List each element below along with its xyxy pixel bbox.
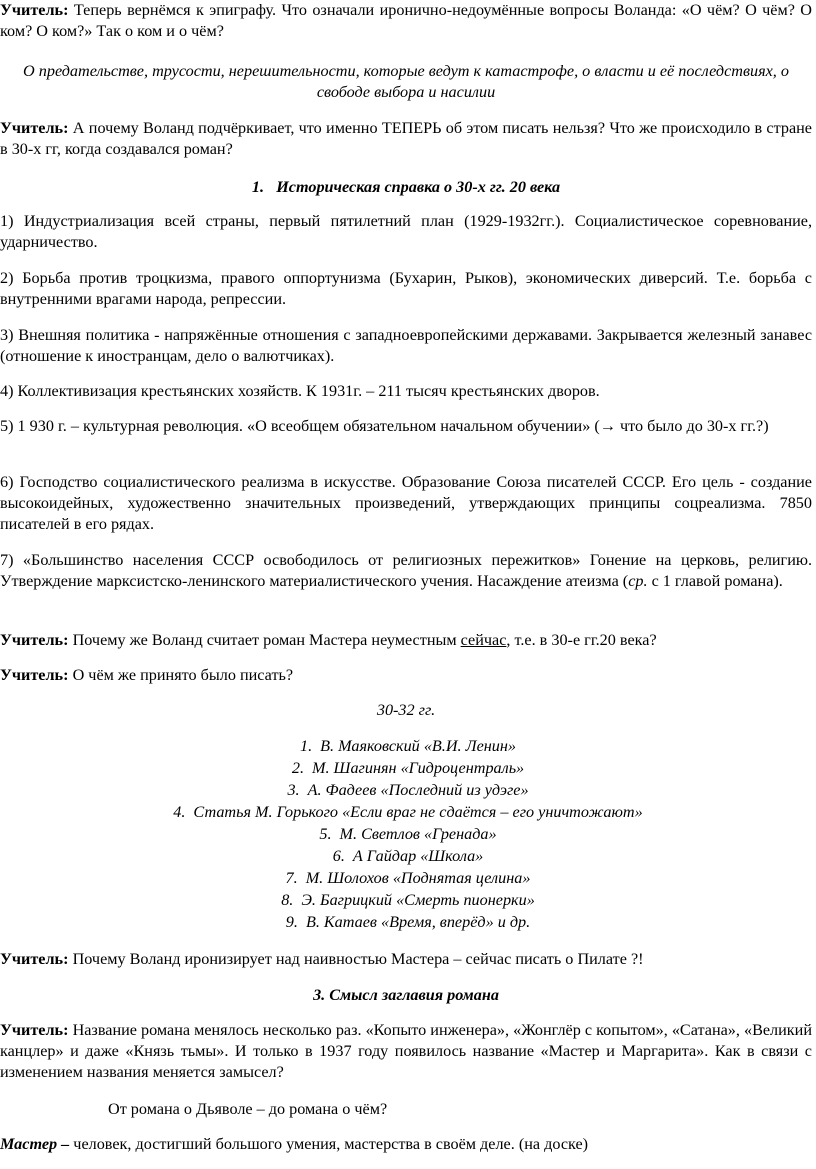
teacher-label: Учитель: <box>0 1 69 19</box>
list-item: 4. Статья М. Горького «Если враг не сдаётся – его уничтожают» <box>173 803 643 821</box>
list-item: 6. А Гайдар «Школа» <box>332 847 484 865</box>
teacher-label: Учитель: <box>0 1021 69 1039</box>
answer-italic: О предательстве, трусости, нерешительности, которые ведут к катастрофе, о власти и её последствиях, о свободе выбора и насилии <box>23 62 789 101</box>
paragraph-master-definition <box>0 1134 812 1155</box>
teacher-label: Учитель: <box>0 950 69 968</box>
paragraph-text: О чём же принято было писать? <box>68 666 294 684</box>
fact-italic: ср. <box>628 572 648 590</box>
paragraph-irony <box>0 949 812 970</box>
paragraph-epigraph-question <box>0 0 812 42</box>
paragraph-text: А почему Воланд подчёркивает, что именно ТЕПЕРЬ об этом писать нельзя? Что же происходило в стране в 30-х гг, когда создавался роман? <box>0 119 812 158</box>
list-item: 3. А. Фадеев «Последний из удэге» <box>287 781 529 799</box>
underlined-word: сейчас <box>460 631 507 649</box>
list-item: 2. М. Шагинян «Гидроцентраль» <box>291 759 525 777</box>
section-number: 1. <box>251 178 265 196</box>
term-label: Мастер – <box>0 1135 70 1153</box>
fact-text: 7) «Большинство населения СССР освободилось от религиозных пережитков» Гонение на церковь, религию. Утверждение марксистско-ленинского материалистического учения. Насаждение атеизма ( <box>0 551 812 590</box>
paragraph-text: , т.е. в 30-е гг.20 века? <box>506 631 657 649</box>
list-item: 8. Э. Багрицкий «Смерть пионерки» <box>281 891 535 909</box>
paragraph-inappropriate <box>0 630 812 651</box>
teacher-label: Учитель: <box>0 119 69 137</box>
fact-text: с 1 главой романа). <box>647 572 783 590</box>
list-item: 1. В. Маяковский «В.И. Ленин» <box>299 737 517 755</box>
fact-item: 1) Индустриализация всей страны, первый пятилетний план (1929-1932гг.). Социалистическое соревнование, ударничество. <box>0 212 812 251</box>
section-heading-history <box>0 177 812 198</box>
teacher-label: Учитель: <box>0 631 69 649</box>
list-item: 7. М. Шолохов «Поднятая целина» <box>285 869 531 887</box>
paragraph-text: человек, достигший большого умения, мастерства в своём деле. (на доске) <box>69 1135 589 1153</box>
fact-item: 6) Господство социалистического реализма в искусстве. Образование Союза писателей СССР. Его цель - создание высокоидейных, художественно значительных произведений, утверждающих принципы соцреализма. 7850 писателей в его рядах. <box>0 473 812 533</box>
paragraph-text: Почему же Воланд считает роман Мастера неуместным <box>68 631 461 649</box>
fact-item: 3) Внешняя политика - напряжённые отношения с западноевропейскими державами. Закрывается железный занавес (отношение к иностранцам, дело о валютчиках). <box>0 326 812 365</box>
period-label: 30-32 гг. <box>376 701 436 719</box>
fact-item: 5) 1 930 г. – культурная революция. «О всеобщем обязательном начальном обучении» (→ что было до 30-х гг.?) <box>0 417 769 435</box>
list-item: 5. М. Светлов «Гренада» <box>319 825 497 843</box>
paragraph-text: Теперь вернёмся к эпиграфу. Что означали иронично-недоумённые вопросы Воланда: «О чём? О чём? О ком? О ком?» Так о ком и о чём? <box>0 1 812 40</box>
paragraph-text: Почему Воланд иронизирует над наивностью Мастера – сейчас писать о Пилате ?! <box>68 950 644 968</box>
section-title: Историческая справка о 30-х гг. 20 века <box>276 178 561 196</box>
fact-item: 4) Коллективизация крестьянских хозяйств. К 1931г. – 211 тысяч крестьянских дворов. <box>0 382 600 400</box>
paragraph-why-now <box>0 118 812 160</box>
fact-item <box>0 550 812 592</box>
teacher-label: Учитель: <box>0 666 69 684</box>
paragraph-what-to-write <box>0 665 812 686</box>
list-item: 9. В. Катаев «Время, вперёд» и др. <box>285 913 531 931</box>
paragraph-devil-question: От романа о Дьяволе – до романа о чём? <box>108 1100 388 1118</box>
paragraph-title-changes <box>0 1020 812 1083</box>
fact-item: 2) Борьба против троцкизма, правого оппортунизма (Бухарин, Рыков), экономических диверсий. Т.е. борьба с внутренними врагами народа, репрессии. <box>0 269 812 308</box>
section-heading-title-meaning: 3. Смысл заглавия романа <box>313 986 499 1004</box>
paragraph-text: Название романа менялось несколько раз. «Копыто инженера», «Жонглёр с копытом», «Сатана», «Великий канцлер» и даже «Князь тьмы». И только в 1937 году появилось название «Мастер и Маргарита». Как в связи с изменением названия меняется замысел? <box>0 1021 812 1081</box>
